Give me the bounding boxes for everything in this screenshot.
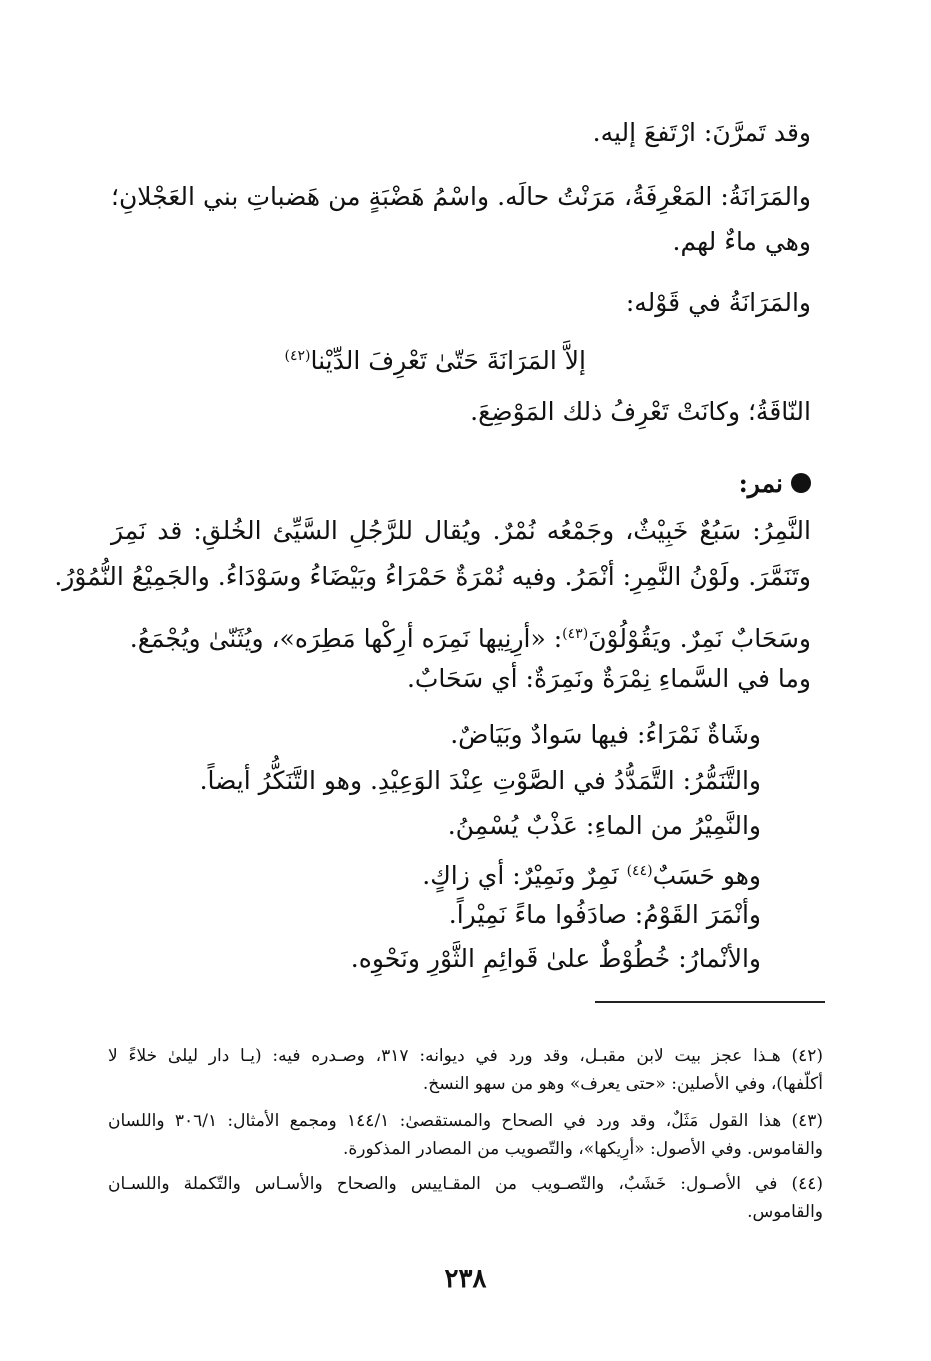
footnote-ref-44: (٤٤) — [626, 863, 653, 879]
page-number: ٢٣٨ — [444, 1264, 487, 1294]
text-line-1: وقد تَمرَّنَ: ارْتَفعَ إليه. — [592, 118, 811, 147]
footnote-divider — [595, 1001, 825, 1003]
text-line-15-a: وهو حَسَبٌ — [652, 861, 761, 890]
text-line-10-b: : «أرِنِيها نَمِرَه أرِكْها مَطِرَه»، ويُثَنّىٰ ويُجْمَعُ. — [129, 624, 563, 653]
footnote-ref-43: (٤٣) — [562, 626, 589, 642]
entry-heading-text: نمر: — [738, 469, 783, 498]
text-line-15-b: نَمِرٌ ونَمِيْرٌ: أي زاكٍ. — [422, 861, 627, 890]
text-line-4: والمَرَانَةُ في قَوْله: — [625, 288, 811, 317]
verse-line — [285, 341, 586, 376]
entry-heading — [739, 469, 811, 499]
text-line-17: والأنْمارُ: خُطُوْطٌ علىٰ قَوائِمِ الثَّوْرِ ونَحْوِه. — [350, 944, 761, 973]
footnote-43-line-1: (٤٣) هذا القول مَثَلٌ، وقد ورد في الصحاح والمستقصىٰ: ١٤٤/١ ومجمع الأمثال: ٣٠٦/١ واللسان — [108, 1111, 823, 1131]
footnote-44-line-1: (٤٤) في الأصـول: خَشَبٌ، والتّصـويب من المقـاييس والصحاح والأسـاس والتّكملة واللسـان — [108, 1174, 823, 1194]
text-line-11: وما في السَّماءِ نِمْرَةٌ ونَمِرَةٌ: أي سَحَابٌ. — [406, 664, 811, 693]
footnote-42-line-1: (٤٢) هـذا عجز بيت لابن مقبـل، وقد ورد في ديوانه: ٣١٧، وصـدره فيه: (يـا دار ليلىٰ خلاءً لا — [108, 1046, 823, 1066]
bullet-icon — [791, 473, 811, 493]
text-line-2: والمَرَانَةُ: المَعْرِفَةُ، مَرَنْتُ حالَه. واسْمُ هَضْبَةٍ من هَضباتِ بني العَجْلانِ؛ — [111, 182, 811, 211]
footnote-42-line-2: أكلّفها)، وفي الأصلين: «حتى يعرف» وهو من سهو النسخ. — [422, 1074, 823, 1094]
text-line-15 — [422, 856, 761, 891]
footnote-43-line-2: والقاموس. وفي الأصول: «أرِيكها»، والتّصويب من المصادر المذكورة. — [342, 1139, 823, 1159]
text-line-12: وشَاةٌ نَمْرَاءُ: فيها سَوادٌ وبَيَاضٌ. — [450, 720, 761, 749]
verse-text: إلاَّ المَرَانَةَ حَتّىٰ تَعْرِفَ الدِّيْنا — [310, 346, 586, 375]
footnote-44-line-2: والقاموس. — [747, 1202, 823, 1222]
text-line-10 — [130, 619, 811, 654]
text-line-6: النّاقَةُ؛ وكانَتْ تَعْرِفُ ذلك المَوْضِعَ. — [470, 397, 811, 426]
footnote-ref-42: (٤٢) — [284, 348, 311, 364]
text-line-16: وأنْمَرَ القَوْمُ: صادَفُوا ماءً نَمِيْراً. — [448, 900, 761, 929]
text-line-13: والتَّنَمُّرُ: التَّمَدُّدُ في الصَّوْتِ عِنْدَ الوَعِيْدِ. وهو التَّنَكُّرُ أيضاً. — [199, 766, 761, 795]
text-line-10-a: وسَحَابٌ نَمِرٌ. ويَقُوْلُوْنَ — [588, 624, 811, 653]
text-line-14: والنَّمِيْرُ من الماءِ: عَذْبٌ يُسْمِنُ. — [447, 811, 761, 840]
text-line-8: النَّمِرُ: سَبُعٌ خَبِيْثٌ، وجَمْعُه نُمْرٌ. ويُقال للرَّجُلِ السَّيِّئ الخُلقِ: قد نَمِرَ — [111, 516, 811, 545]
text-line-9: وتَنَمَّرَ. ولَوْنُ النَّمِرِ: أنْمَرُ. وفيه نُمْرَةٌ حَمْرَاءُ وبَيْضَاءُ وسَوْدَاءُ. والجَمِيْعُ النُّمُوْرُ. — [54, 562, 811, 591]
text-line-3: وهي ماءٌ لهم. — [672, 227, 811, 256]
